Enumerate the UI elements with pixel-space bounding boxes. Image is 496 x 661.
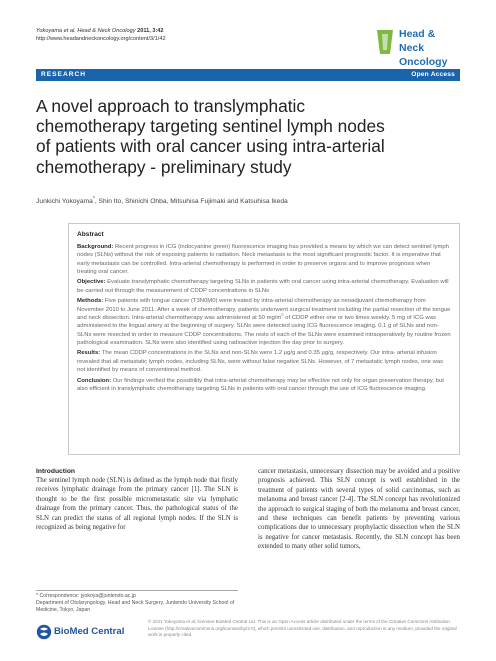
co-authors: , Shin Ito, Shinichi Ohba, Mitsuhisa Fujimaki and Katsuhisa Ikeda (94, 198, 288, 206)
abstract-heading: Abstract (77, 231, 104, 238)
title-line-1: A novel approach to translymphatic (36, 96, 305, 116)
author-list (36, 195, 460, 206)
methods-superscript: 2 (281, 312, 284, 317)
article-title (36, 96, 466, 177)
correspondence-footnote (36, 590, 238, 614)
journal-logo-icon (374, 28, 396, 56)
journal-logo-line2: Oncology (399, 56, 448, 68)
biomed-central-logo-icon (36, 624, 52, 640)
conclusion-text: Our findings verified the possibility that intra-arterial chemotherapy may be effective not only for organ preservation therapy, but also efficient in translymphatic chemotherapy targeting SLNs in patients with oral cancer through the use of ICG fluorescence imaging. (77, 377, 444, 392)
article-type-bar (36, 69, 460, 81)
abstract-box (68, 223, 460, 455)
background-label: Background: (77, 244, 114, 250)
methods-text-1: Five patients with tongue cancer (T3N0M0) were treated by intra-arterial chemotherapy as neoadjuvant chemotherapy from November 2010 to June 2011. After a week of chemotherapy, patients underwent surgical treatment including the partial resection of the tongue and neck dissection. Intra-arterial chemotherapy was administered at 50 mg/m (77, 298, 451, 321)
methods-label: Methods: (77, 298, 104, 305)
corresponding-author-mark: * (92, 196, 95, 202)
copyright-notice: © 2011 Yokoyama et al; licensee BioMed Central Ltd. This is an Open Access article distributed under the terms of the Creative Commons Attribution License (http://creativecommons.org/licenses/by/2.0), which permits unrestricted use, distribution, and reproduction in any medium, provided the original work is properly cited. (148, 619, 457, 637)
correspondence-email[interactable]: * Correspondence: jyokoya@juntendo.ac.jp (36, 593, 136, 599)
introduction-paragraph-left: The sentinel lymph node (SLN) is defined as the lymph node that firstly receives lymphatic drainage from the primary cancer [1]. The SLN is thought to be the first possible micrometastatic site via lymphatic drainage from the primary cancer. Thus, the pathological status of the SLN can predict the status of all regional lymph nodes. If the SLN is recognized as being negative for (36, 477, 238, 532)
open-access-label: Open Access (411, 71, 455, 78)
article-url[interactable]: http://www.headandneckoncology.org/content/3/1/42 (36, 36, 166, 42)
citation-volume: 2011, 3:42 (137, 28, 164, 34)
body-column-right (258, 467, 460, 552)
title-line-3: of patients with oral cancer using intra-arterial (36, 136, 385, 157)
citation-authors: Yokoyama et al. (36, 28, 76, 34)
results-label: Results: (77, 350, 101, 357)
body-column-left (36, 467, 238, 532)
background-text: Recent progress in ICG (indocyanine green) fluorescence imaging has provided a means by which we can detect sentinel lymph nodes (SLNs) without the risk of exposing patients to radiation. Neck metastasis is the most significant prognostic factor. It is imperative that early metastasis can be controlled. Intra-arterial chemotherapy is performed in order to preserve organs and to improve prognosis when treating oral cancer. (77, 244, 449, 275)
publisher-logo (36, 624, 142, 640)
abstract-background (77, 243, 451, 276)
abstract-conclusion (77, 377, 451, 394)
methods-text-2: of CDDP either one or two times weekly. 5 mg of ICG was administered to the lingual artery at the beginning of surgery. SLNs were detected using ICG fluorescence imaging. 0.1 g of SLNs and non-SLNs were resected in order to measure CDDP concentrations. The rests of each of the SLNs were examined intraoperatively by routine frozen pathological examination. SLNs were also identified using radioactive injection the day prior to surgery. (77, 314, 451, 346)
article-type-label: RESEARCH (41, 71, 87, 78)
abstract-results (77, 349, 451, 374)
results-text: The mean CDDP concentrations in the SLNs and non-SLNs were 1.2 μg/g and 0.35 μg/g, respectively. Our intra- arterial infusion revealed that all metastatic lymph nodes, including SLNs, were without false negative SLNs. However, of 7 metastatic lymph nodes, one was not identified by means of conventional method. (77, 350, 444, 374)
abstract-objective (77, 278, 451, 295)
introduction-heading: Introduction (36, 468, 76, 475)
objective-label: Objective: (77, 279, 106, 286)
author-affiliation: Department of Otolaryngology, Head and Neck Surgery, Juntendo University School of Medicine, Tokyo, Japan (36, 600, 235, 613)
introduction-paragraph-right: cancer metastasis, unnecessary dissection may be avoided and a positive prognosis achieved. This SLN concept is well established in the treatment of patients with several types of solid carcinomas, such as melanoma and breast cancer [2-4]. The SLN concept has revolutionized the approach to surgical staging of both the melanoma and breast cancer, and these techniques can benefit patients by preventing various complications due to unnecessary prophylactic dissection when the SLN is negative for cancer metastasis. Recently, the SLN concept has been extended to many other solid tumors, (258, 468, 460, 551)
objective-text: Evaluate translymphatic chemotherapy targeting SLNs in patients with oral cancer using intra-arterial chemotherapy. Evaluation will be carried out through the measurement of CDDP concentrations in SLNs (77, 279, 449, 294)
journal-logo-line1: Head & Neck (399, 28, 436, 54)
publisher-name: BioMed Central (54, 626, 125, 637)
corresponding-author[interactable]: Junkichi Yokoyama (36, 198, 93, 206)
journal-logo-text (399, 27, 460, 69)
journal-logo (374, 27, 460, 68)
abstract-methods (77, 297, 451, 347)
conclusion-label: Conclusion: (77, 377, 112, 384)
title-line-2: chemotherapy targeting sentinel lymph nodes (36, 116, 385, 137)
page-header (36, 27, 460, 68)
citation-journal: Head & Neck Oncology (77, 28, 136, 34)
title-line-4: chemotherapy - preliminary study (36, 156, 292, 177)
